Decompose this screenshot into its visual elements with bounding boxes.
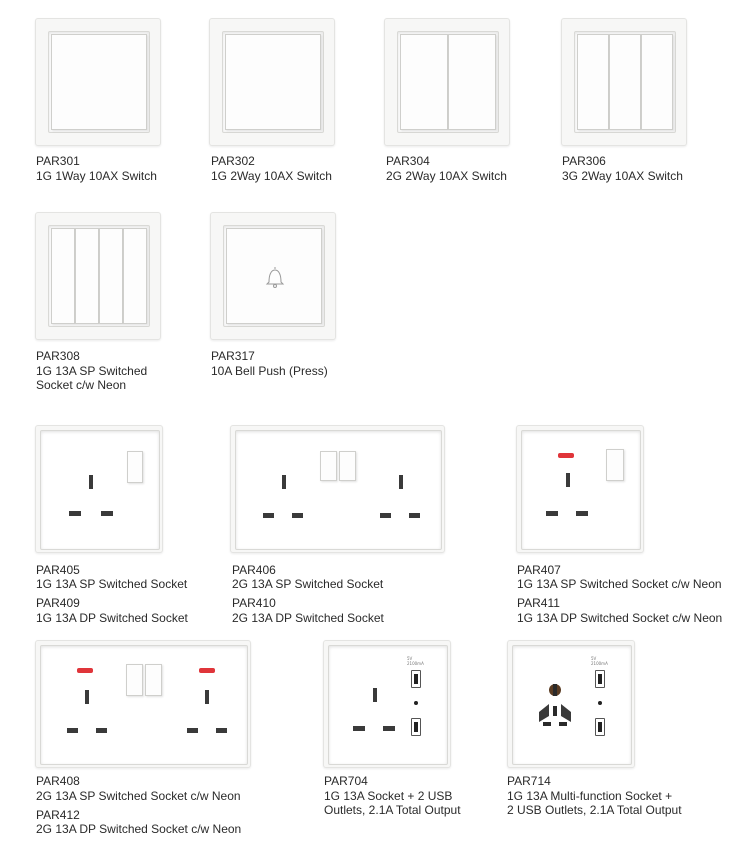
product-desc: 1G 13A Socket + 2 USB — [324, 789, 453, 803]
product-image — [209, 18, 335, 146]
product-code: PAR301 — [36, 154, 80, 168]
product-code-alt: PAR410 — [232, 596, 276, 610]
product-image — [210, 212, 336, 340]
pin-slot — [187, 728, 198, 733]
rocker-switch — [123, 228, 147, 324]
product-image — [516, 425, 644, 553]
neon-indicator — [199, 668, 215, 673]
product-desc: 2G 13A SP Switched Socket — [232, 577, 384, 591]
earth-pin-slot — [89, 475, 93, 489]
socket-plate — [328, 645, 448, 765]
product-code: PAR308 — [36, 349, 80, 363]
pin-slot — [292, 513, 303, 518]
switch-plate — [48, 225, 150, 327]
product-code-alt: PAR409 — [36, 596, 80, 610]
pin-slot — [546, 511, 558, 516]
product-image — [384, 18, 510, 146]
product-code-alt: PAR411 — [517, 596, 560, 610]
pin-slot — [353, 726, 365, 731]
product-desc-alt: 2G 13A DP Switched Socket c/w Neon — [36, 822, 242, 836]
neon-indicator — [558, 453, 574, 458]
socket-plate — [512, 645, 632, 765]
product-desc-alt: 1G 13A DP Switched Socket c/w Neon — [517, 611, 723, 625]
pin-slot — [69, 511, 81, 516]
product-desc: 10A Bell Push (Press) — [211, 364, 328, 378]
product-code: PAR714 — [507, 774, 551, 788]
earth-pin-slot — [85, 690, 89, 704]
product-image — [507, 640, 635, 768]
multi-function-socket-outlet — [533, 682, 577, 732]
pin-slot — [96, 728, 107, 733]
switch-plate — [223, 225, 325, 327]
rocker-switch — [225, 34, 321, 130]
pin-slot — [67, 728, 78, 733]
usb-port — [411, 670, 421, 688]
product-desc: 1G 13A SP Switched Socket c/w Neon — [517, 577, 722, 591]
usb-port — [411, 718, 421, 736]
pin-slot — [101, 511, 113, 516]
pin-slot — [409, 513, 420, 518]
product-desc-line2: Outlets, 2.1A Total Output — [324, 803, 461, 817]
product-code: PAR408 — [36, 774, 80, 788]
socket-plate — [235, 430, 442, 550]
rocker-switch — [127, 451, 143, 483]
socket-plate — [521, 430, 641, 550]
rocker-switch — [145, 664, 162, 696]
rocker-switch — [51, 34, 147, 130]
pin-slot — [380, 513, 391, 518]
rocker-switch — [448, 34, 496, 130]
earth-pin-slot — [399, 475, 403, 489]
switch-plate — [48, 31, 150, 133]
rocker-switch — [400, 34, 448, 130]
product-desc: 2G 13A SP Switched Socket c/w Neon — [36, 789, 241, 803]
switch-plate — [222, 31, 324, 133]
pin-slot — [216, 728, 227, 733]
earth-pin-slot — [566, 473, 570, 487]
product-code: PAR302 — [211, 154, 255, 168]
rocker-switch — [577, 34, 609, 130]
bell-icon — [264, 265, 286, 289]
product-code-alt: PAR412 — [36, 808, 80, 822]
product-code: PAR407 — [517, 563, 561, 577]
bell-push-button — [226, 228, 322, 324]
product-desc: 1G 13A SP Switched Socket — [36, 577, 188, 591]
rocker-switch — [641, 34, 673, 130]
earth-pin-slot — [205, 690, 209, 704]
product-image — [561, 18, 687, 146]
rocker-switch — [75, 228, 99, 324]
neon-indicator — [77, 668, 93, 673]
socket-plate — [40, 645, 248, 765]
usb-indicator-dot — [414, 701, 418, 705]
rocker-switch — [606, 449, 624, 481]
earth-pin-slot — [373, 688, 377, 702]
pin-slot — [576, 511, 588, 516]
product-image — [323, 640, 451, 768]
usb-rating-label: 5V 2100mA — [591, 656, 608, 666]
usb-indicator-dot — [598, 701, 602, 705]
switch-plate — [397, 31, 499, 133]
product-desc-alt: 1G 13A DP Switched Socket — [36, 611, 188, 625]
rocker-switch — [126, 664, 143, 696]
product-desc: 2G 2Way 10AX Switch — [386, 169, 507, 183]
product-code: PAR304 — [386, 154, 430, 168]
product-code: PAR306 — [562, 154, 606, 168]
product-desc: 1G 2Way 10AX Switch — [211, 169, 332, 183]
rocker-switch — [51, 228, 75, 324]
rocker-switch — [320, 451, 337, 481]
product-image — [35, 18, 161, 146]
product-image — [230, 425, 445, 553]
product-image — [35, 425, 163, 553]
rocker-switch — [339, 451, 356, 481]
product-desc-line2: 2 USB Outlets, 2.1A Total Output — [507, 803, 682, 817]
product-desc-alt: 2G 13A DP Switched Socket — [232, 611, 384, 625]
usb-rating-label: 5V 2100mA — [407, 656, 424, 666]
product-desc: 1G 1Way 10AX Switch — [36, 169, 157, 183]
pin-slot — [383, 726, 395, 731]
product-desc: 1G 13A SP Switched — [36, 364, 148, 378]
usb-port — [595, 670, 605, 688]
product-desc: 3G 2Way 10AX Switch — [562, 169, 683, 183]
product-desc: 1G 13A Multi-function Socket + — [507, 789, 673, 803]
switch-plate — [574, 31, 676, 133]
product-code: PAR406 — [232, 563, 276, 577]
product-image — [35, 640, 251, 768]
socket-plate — [40, 430, 160, 550]
product-image — [35, 212, 161, 340]
rocker-switch — [609, 34, 641, 130]
usb-port — [595, 718, 605, 736]
product-code: PAR405 — [36, 563, 80, 577]
product-code: PAR704 — [324, 774, 368, 788]
pin-slot — [263, 513, 274, 518]
product-desc-line2: Socket c/w Neon — [36, 378, 127, 392]
product-code: PAR317 — [211, 349, 255, 363]
rocker-switch — [99, 228, 123, 324]
earth-pin-slot — [282, 475, 286, 489]
